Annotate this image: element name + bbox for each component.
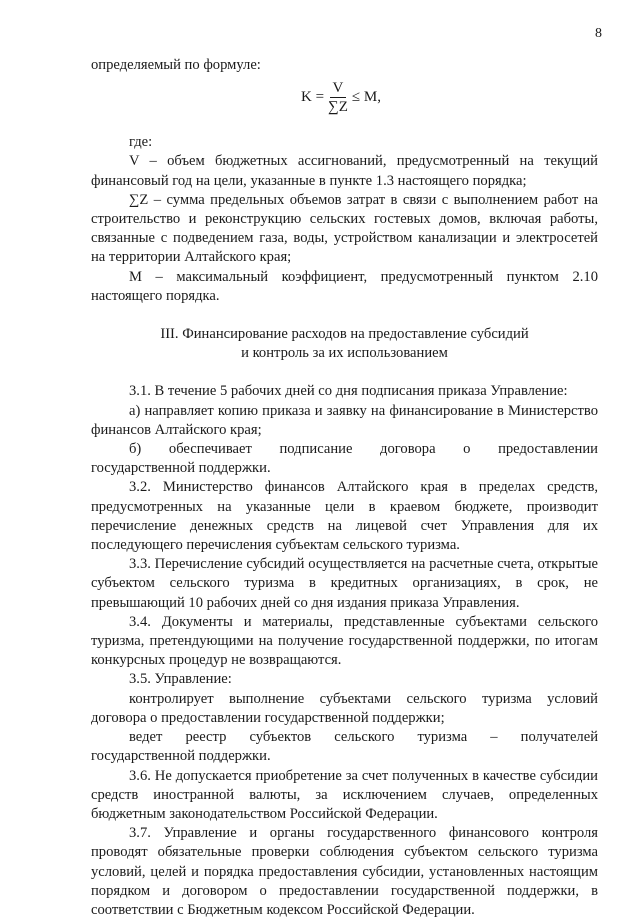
paragraph-3-5-b-continued: государственной поддержки. bbox=[91, 748, 271, 765]
paragraph-3-1-b-continued: государственной поддержки. bbox=[91, 460, 271, 477]
paragraph-3-5-b-word: получателей bbox=[520, 729, 598, 746]
paragraph-3-1-b-word: обеспечивает bbox=[168, 441, 252, 458]
formula bbox=[301, 79, 381, 116]
paragraph-3-5-b-word: ведет bbox=[129, 729, 163, 746]
definition-sum-z: ∑Z – сумма предельных объемов затрат в связи с выполнением работ на строительство и реконструкцию сельских гостевых домов, включая работы, связанные с подведением газа, воды, устройством канализации и электросетей на территории Алтайского края; bbox=[91, 191, 598, 266]
where-label: где: bbox=[129, 134, 153, 151]
formula-fraction bbox=[328, 79, 348, 116]
definition-m: M – максимальный коэффициент, предусмотренный пунктом 2.10 настоящего порядка. bbox=[91, 268, 598, 304]
formula-rhs: ≤ M, bbox=[351, 89, 381, 106]
paragraph-3-5-a: контролирует выполнение субъектами сельского туризма условий договора о предоставлении государственной поддержки; bbox=[91, 690, 598, 726]
paragraph-3-7: 3.7. Управление и органы государственного финансового контроля проводят обязательные проверки соблюдения субъектом сельского туризма условий, целей и порядка предоставления субсидии, установленных настоящим порядком и договором о предоставлении государственной поддержки, в соответствии с Бюджетным кодексом Российской Федерации. bbox=[91, 825, 598, 918]
section-heading-line-2: и контроль за их использованием bbox=[241, 345, 448, 362]
paragraph-3-5-b-word: субъектов bbox=[249, 729, 312, 746]
paragraph-3-1-b-word: договора bbox=[380, 441, 436, 458]
formula-denominator: ∑Z bbox=[328, 99, 348, 116]
formula-intro: определяемый по формуле: bbox=[91, 57, 261, 73]
paragraph-3-5-b-word: реестр bbox=[185, 729, 227, 746]
paragraph-3-5-b-word: туризма bbox=[417, 729, 468, 746]
paragraph-3-4: 3.4. Документы и материалы, представленные субъектами сельского туризма, претендующими на получение государственной поддержки, по итогам конкурсных процедур не возвращаются. bbox=[91, 613, 598, 669]
paragraph-3-1-b-word: о bbox=[463, 441, 471, 458]
paragraph-3-5-b-line bbox=[91, 728, 598, 747]
paragraph-3-1-b-word: б) bbox=[129, 441, 142, 458]
paragraph-3-1-b-word: предоставлении bbox=[498, 441, 598, 458]
definition-v: V – объем бюджетных ассигнований, предусмотренный на текущий финансовый год на цели, указанные в пункте 1.3 настоящего порядка; bbox=[91, 153, 598, 189]
paragraph-3-1-a: а) направляет копию приказа и заявку на финансирование в Министерство финансов Алтайского края; bbox=[91, 402, 598, 438]
formula-lhs: K = bbox=[301, 89, 325, 106]
paragraph-3-5-b-word: сельского bbox=[334, 729, 395, 746]
paragraph-3-1-b-line bbox=[91, 440, 598, 459]
page-body bbox=[91, 56, 598, 920]
page-number: 8 bbox=[595, 26, 602, 41]
paragraph-3-1: 3.1. В течение 5 рабочих дней со дня подписания приказа Управление: bbox=[129, 383, 568, 400]
section-heading-line-1: III. Финансирование расходов на предоставление субсидий bbox=[160, 326, 529, 343]
paragraph-3-3: 3.3. Перечисление субсидий осуществляется на расчетные счета, открытые субъектом сельского туризма в кредитных организациях, в срок, не превышающий 10 рабочих дней со дня издания приказа Управления. bbox=[91, 556, 598, 611]
paragraph-3-2: 3.2. Министерство финансов Алтайского края в пределах средств, предусмотренных на указанные цели в краевом бюджете, производит перечисление денежных средств на лицевой счет Управления для их последующего перечисления субъектам сельского туризма. bbox=[91, 479, 598, 554]
formula-block bbox=[91, 75, 598, 133]
paragraph-3-6: 3.6. Не допускается приобретение за счет полученных в качестве субсидии средств иностранной валюты, за исключением случаев, определенных бюджетным законодательством Российской Федерации. bbox=[91, 767, 598, 822]
paragraph-3-5: 3.5. Управление: bbox=[129, 671, 232, 688]
section-heading bbox=[91, 325, 598, 363]
paragraph-3-5-b-word: – bbox=[490, 729, 498, 746]
paragraph-3-1-b-word: подписание bbox=[279, 441, 353, 458]
formula-numerator: V bbox=[330, 79, 347, 98]
